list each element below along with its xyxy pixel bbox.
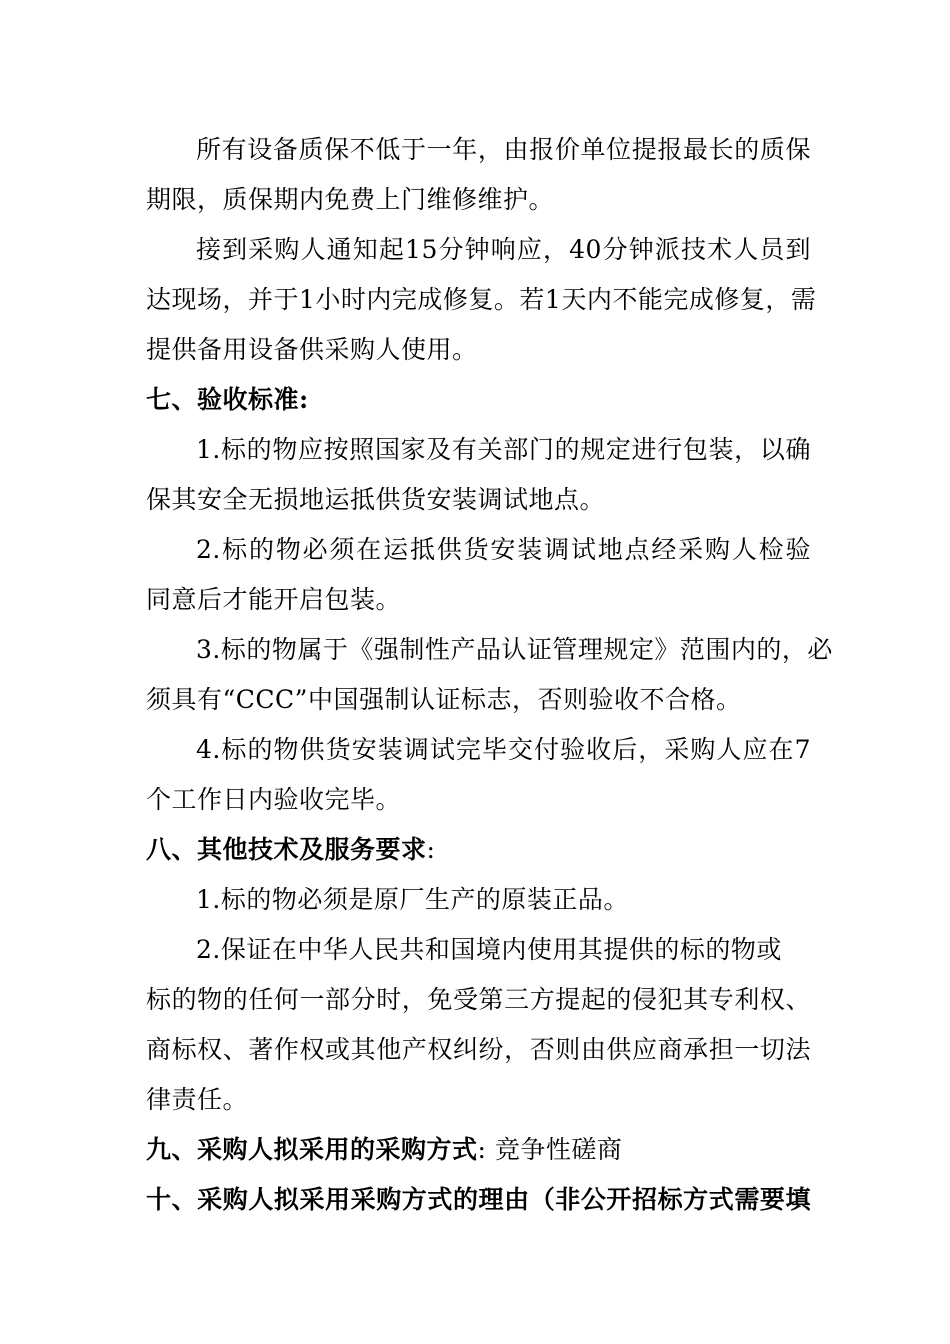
warranty-line-1: 所有设备质保不低于一年，由报价单位提报最长的质保 bbox=[196, 135, 811, 164]
section-8-item-2-line-3: 商标权、著作权或其他产权纠纷，否则由供应商承担一切法 bbox=[146, 1035, 811, 1064]
section-8-colon: : bbox=[426, 835, 436, 864]
section-8-heading: 八、其他技术及服务要求 bbox=[146, 835, 427, 864]
section-9-value: : 竞争性磋商 bbox=[477, 1135, 623, 1164]
response-line-2: 达现场，并于1小时内完成修复。若1天内不能完成修复，需 bbox=[146, 285, 817, 314]
section-7-item-1-line-2: 保其安全无损地运抵供货安装调试地点。 bbox=[146, 485, 606, 514]
section-7-item-1-line-1: 1.标的物应按照国家及有关部门的规定进行包装，以确 bbox=[196, 435, 811, 464]
section-8-item-1-line-1: 1.标的物必须是原厂生产的原装正品。 bbox=[196, 885, 629, 914]
section-8-item-2-line-1: 2.保证在中华人民共和国境内使用其提供的标的物或 bbox=[196, 935, 782, 964]
warranty-line-2: 期限，质保期内免费上门维修维护。 bbox=[146, 185, 555, 214]
section-10-heading: 十、采购人拟采用采购方式的理由（非公开招标方式需要填 bbox=[146, 1185, 811, 1214]
section-7-item-3-line-2: 须具有“CCC”中国强制认证标志，否则验收不合格。 bbox=[146, 685, 742, 714]
section-9-heading: 九、采购人拟采用的采购方式 bbox=[146, 1135, 478, 1164]
section-7-item-2-line-2: 同意后才能开启包装。 bbox=[146, 585, 402, 614]
section-9-row bbox=[146, 1134, 811, 1166]
response-line-3: 提供备用设备供采购人使用。 bbox=[146, 335, 478, 364]
section-8-item-2-line-4: 律责任。 bbox=[146, 1085, 249, 1114]
section-7-item-3-line-1: 3.标的物属于《强制性产品认证管理规定》范围内的，必 bbox=[196, 635, 833, 664]
section-8-item-2-line-2: 标的物的任何一部分时，免受第三方提起的侵犯其专利权、 bbox=[146, 985, 811, 1014]
section-7-item-4-line-1: 4.标的物供货安装调试完毕交付验收后，采购人应在7 bbox=[196, 735, 811, 764]
section-7-heading: 七、验收标准: bbox=[146, 385, 309, 414]
response-line-1: 接到采购人通知起15分钟响应，40分钟派技术人员到 bbox=[196, 235, 811, 264]
section-7-item-4-line-2: 个工作日内验收完毕。 bbox=[146, 785, 402, 814]
section-7-item-2-line-1: 2.标的物必须在运抵供货安装调试地点经采购人检验 bbox=[196, 535, 811, 564]
section-8-heading-row bbox=[146, 834, 811, 866]
